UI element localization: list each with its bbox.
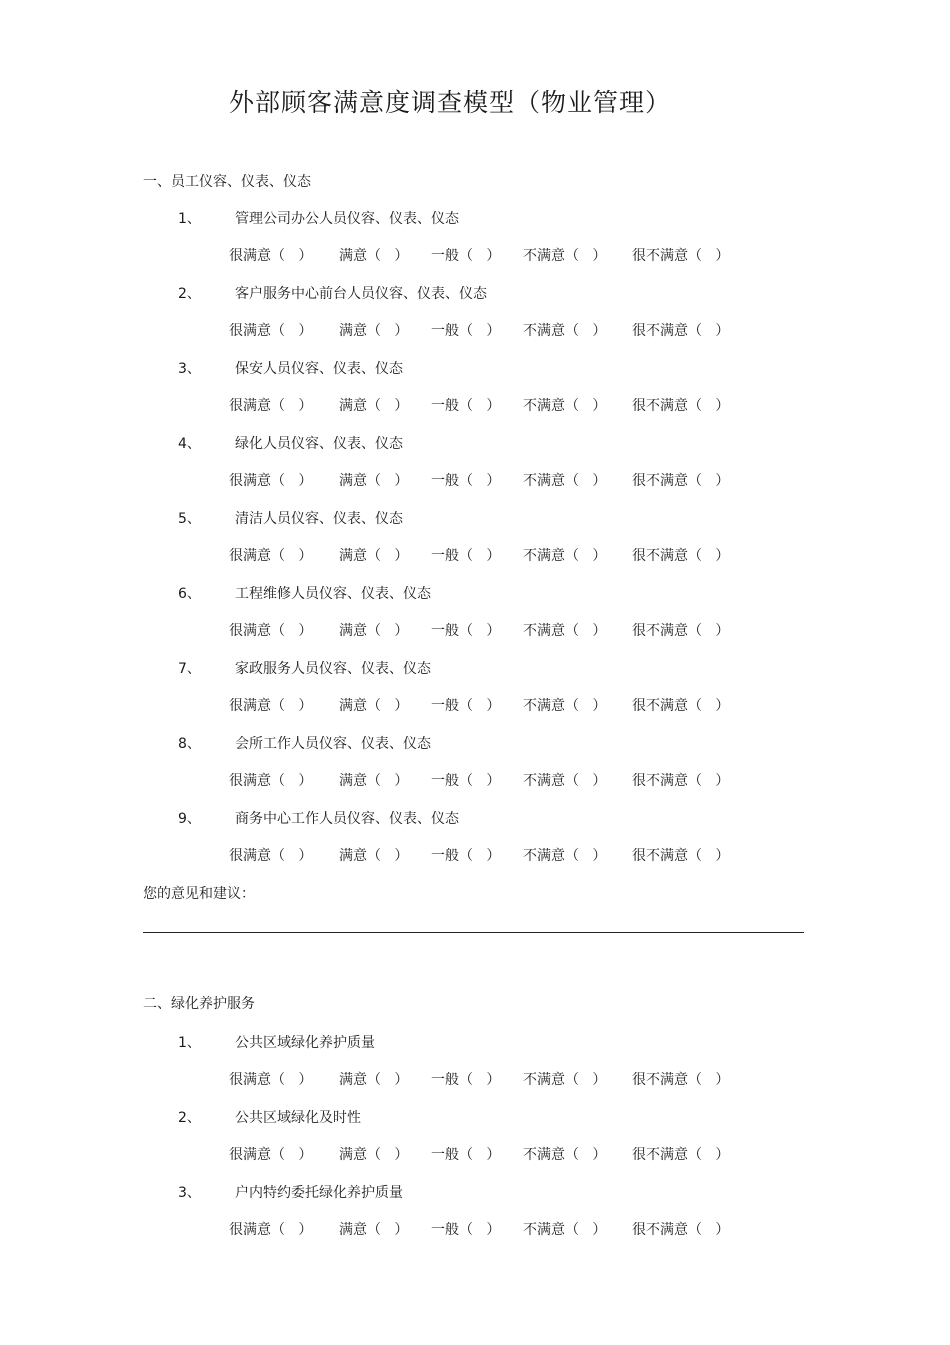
option-very-dissatisfied[interactable]: 很不满意（ ） <box>632 398 730 414</box>
option-very-satisfied[interactable]: 很满意（ ） <box>229 1072 313 1088</box>
question-text: 公共区域绿化及时性 <box>235 1110 361 1126</box>
option-satisfied[interactable]: 满意（ ） <box>339 398 409 414</box>
option-very-satisfied[interactable]: 很满意（ ） <box>229 473 313 489</box>
option-neutral[interactable]: 一般（ ） <box>431 1147 501 1163</box>
option-dissatisfied[interactable]: 不满意（ ） <box>523 248 607 264</box>
option-satisfied[interactable]: 满意（ ） <box>339 848 409 864</box>
option-neutral[interactable]: 一般（ ） <box>431 773 501 789</box>
page-title: 外部顾客满意度调查模型（物业管理） <box>228 88 671 117</box>
question-number: 2、 <box>178 1110 201 1126</box>
question-number: 1、 <box>178 211 201 227</box>
option-very-dissatisfied[interactable]: 很不满意（ ） <box>632 548 730 564</box>
option-dissatisfied[interactable]: 不满意（ ） <box>523 548 607 564</box>
section-1-heading: 一、员工仪容、仪表、仪态 <box>143 174 311 190</box>
option-dissatisfied[interactable]: 不满意（ ） <box>523 473 607 489</box>
option-very-satisfied[interactable]: 很满意（ ） <box>229 1147 313 1163</box>
option-dissatisfied[interactable]: 不满意（ ） <box>523 698 607 714</box>
question-number: 6、 <box>178 586 201 602</box>
option-neutral[interactable]: 一般（ ） <box>431 848 501 864</box>
option-very-satisfied[interactable]: 很满意（ ） <box>229 548 313 564</box>
option-satisfied[interactable]: 满意（ ） <box>339 1072 409 1088</box>
question-number: 2、 <box>178 286 201 302</box>
question-number: 9、 <box>178 811 201 827</box>
option-very-dissatisfied[interactable]: 很不满意（ ） <box>632 1072 730 1088</box>
question-text: 清洁人员仪容、仪表、仪态 <box>235 511 403 527</box>
option-very-dissatisfied[interactable]: 很不满意（ ） <box>632 1147 730 1163</box>
option-neutral[interactable]: 一般（ ） <box>431 1072 501 1088</box>
option-satisfied[interactable]: 满意（ ） <box>339 473 409 489</box>
question-number: 1、 <box>178 1035 201 1051</box>
option-neutral[interactable]: 一般（ ） <box>431 1222 501 1238</box>
option-neutral[interactable]: 一般（ ） <box>431 323 501 339</box>
option-satisfied[interactable]: 满意（ ） <box>339 248 409 264</box>
option-dissatisfied[interactable]: 不满意（ ） <box>523 323 607 339</box>
option-dissatisfied[interactable]: 不满意（ ） <box>523 848 607 864</box>
option-satisfied[interactable]: 满意（ ） <box>339 323 409 339</box>
option-satisfied[interactable]: 满意（ ） <box>339 698 409 714</box>
option-very-satisfied[interactable]: 很满意（ ） <box>229 623 313 639</box>
comments-label: 您的意见和建议： <box>143 886 255 902</box>
option-very-dissatisfied[interactable]: 很不满意（ ） <box>632 848 730 864</box>
question-text: 保安人员仪容、仪表、仪态 <box>235 361 403 377</box>
option-neutral[interactable]: 一般（ ） <box>431 698 501 714</box>
option-very-satisfied[interactable]: 很满意（ ） <box>229 698 313 714</box>
option-dissatisfied[interactable]: 不满意（ ） <box>523 1072 607 1088</box>
question-number: 8、 <box>178 736 201 752</box>
option-neutral[interactable]: 一般（ ） <box>431 548 501 564</box>
option-very-dissatisfied[interactable]: 很不满意（ ） <box>632 248 730 264</box>
option-very-dissatisfied[interactable]: 很不满意（ ） <box>632 323 730 339</box>
option-satisfied[interactable]: 满意（ ） <box>339 623 409 639</box>
question-text: 管理公司办公人员仪容、仪表、仪态 <box>235 211 459 227</box>
question-number: 4、 <box>178 436 201 452</box>
option-very-dissatisfied[interactable]: 很不满意（ ） <box>632 623 730 639</box>
option-very-satisfied[interactable]: 很满意（ ） <box>229 323 313 339</box>
option-very-dissatisfied[interactable]: 很不满意（ ） <box>632 773 730 789</box>
question-text: 客户服务中心前台人员仪容、仪表、仪态 <box>235 286 487 302</box>
option-dissatisfied[interactable]: 不满意（ ） <box>523 623 607 639</box>
option-satisfied[interactable]: 满意（ ） <box>339 1222 409 1238</box>
question-text: 公共区域绿化养护质量 <box>235 1035 375 1051</box>
question-text: 绿化人员仪容、仪表、仪态 <box>235 436 403 452</box>
question-text: 工程维修人员仪容、仪表、仪态 <box>235 586 431 602</box>
question-text: 会所工作人员仪容、仪表、仪态 <box>235 736 431 752</box>
option-very-dissatisfied[interactable]: 很不满意（ ） <box>632 1222 730 1238</box>
option-neutral[interactable]: 一般（ ） <box>431 473 501 489</box>
option-very-satisfied[interactable]: 很满意（ ） <box>229 773 313 789</box>
question-text: 户内特约委托绿化养护质量 <box>235 1185 403 1201</box>
question-number: 3、 <box>178 1185 201 1201</box>
question-number: 3、 <box>178 361 201 377</box>
option-neutral[interactable]: 一般（ ） <box>431 623 501 639</box>
option-dissatisfied[interactable]: 不满意（ ） <box>523 1147 607 1163</box>
option-neutral[interactable]: 一般（ ） <box>431 248 501 264</box>
option-satisfied[interactable]: 满意（ ） <box>339 548 409 564</box>
option-very-satisfied[interactable]: 很满意（ ） <box>229 248 313 264</box>
option-dissatisfied[interactable]: 不满意（ ） <box>523 398 607 414</box>
option-very-dissatisfied[interactable]: 很不满意（ ） <box>632 698 730 714</box>
option-dissatisfied[interactable]: 不满意（ ） <box>523 1222 607 1238</box>
option-neutral[interactable]: 一般（ ） <box>431 398 501 414</box>
comments-answer-line[interactable] <box>143 932 804 933</box>
question-number: 5、 <box>178 511 201 527</box>
option-very-satisfied[interactable]: 很满意（ ） <box>229 1222 313 1238</box>
section-2-heading: 二、绿化养护服务 <box>143 996 255 1012</box>
option-satisfied[interactable]: 满意（ ） <box>339 1147 409 1163</box>
option-very-satisfied[interactable]: 很满意（ ） <box>229 398 313 414</box>
question-text: 家政服务人员仪容、仪表、仪态 <box>235 661 431 677</box>
option-very-satisfied[interactable]: 很满意（ ） <box>229 848 313 864</box>
option-very-dissatisfied[interactable]: 很不满意（ ） <box>632 473 730 489</box>
option-satisfied[interactable]: 满意（ ） <box>339 773 409 789</box>
question-text: 商务中心工作人员仪容、仪表、仪态 <box>235 811 459 827</box>
option-dissatisfied[interactable]: 不满意（ ） <box>523 773 607 789</box>
question-number: 7、 <box>178 661 201 677</box>
